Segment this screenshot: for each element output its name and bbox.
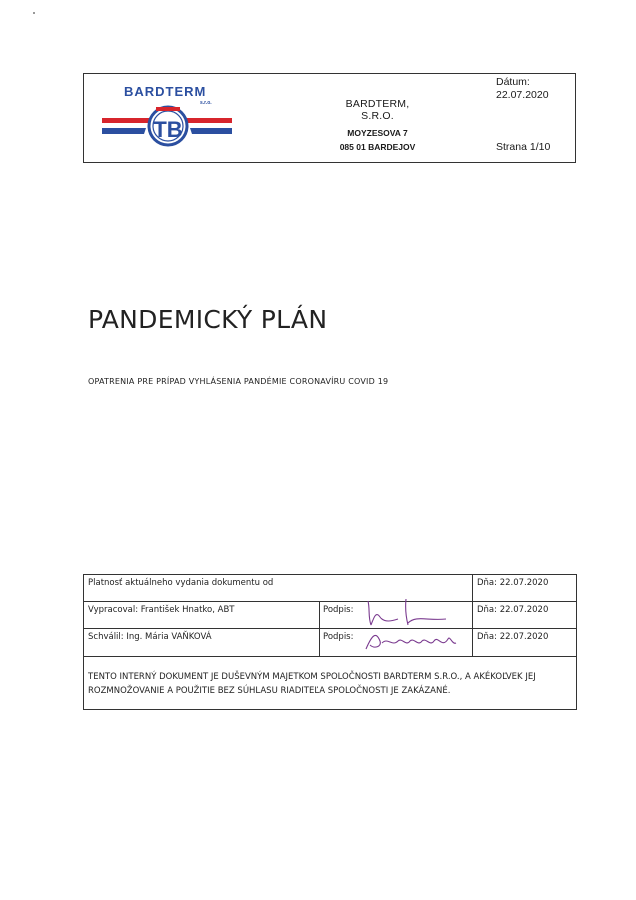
approval-table xyxy=(83,574,577,710)
approved-date: Dňa: 22.07.2020 xyxy=(477,632,549,642)
logo-mark: TB xyxy=(153,117,183,142)
prepared-signature-label: Podpis: xyxy=(323,605,354,615)
approved-signature xyxy=(362,625,462,657)
prepared-signature xyxy=(362,595,452,629)
validity-date: Dňa: 22.07.2020 xyxy=(477,578,549,588)
table-column-divider xyxy=(472,575,473,656)
confidentiality-notice xyxy=(88,670,568,698)
table-divider xyxy=(84,601,576,602)
document-title: PANDEMICKÝ PLÁN xyxy=(88,305,328,334)
approved-by: Schválil: Ing. Mária VAŇKOVÁ xyxy=(88,632,212,642)
approved-signature-label: Podpis: xyxy=(323,632,354,642)
table-divider xyxy=(84,628,576,629)
prepared-by: Vypracoval: František Hnatko, ABT xyxy=(88,605,235,615)
notice-line-2: ROZMNOŽOVANIE A POUŽITIE BEZ SÚHLASU RIADITEĽA SPOLOČNOSTI JE ZAKÁZANÉ. xyxy=(88,686,451,696)
company-name: BARDTERM, S.R.O. xyxy=(345,98,410,122)
date-value: 22.07.2020 xyxy=(496,89,549,101)
logo-text: BARDTERM xyxy=(124,84,207,99)
company-city: 085 01 BARDEJOV xyxy=(339,142,416,152)
validity-label: Platnosť aktuálneho vydania dokumentu od xyxy=(88,578,274,588)
table-column-divider xyxy=(319,601,320,656)
page-number: Strana 1/10 xyxy=(496,141,551,153)
document-subtitle: OPATRENIA PRE PRÍPAD VYHLÁSENIA PANDÉMIE CORONAVÍRU COVID 19 xyxy=(88,377,389,386)
bardterm-logo xyxy=(102,82,232,154)
prepared-date: Dňa: 22.07.2020 xyxy=(477,605,549,615)
date-label: Dátum: xyxy=(496,76,530,88)
document-header xyxy=(83,73,576,163)
company-address xyxy=(330,98,425,152)
logo-sub-text: s.r.o. xyxy=(200,100,212,106)
date-block xyxy=(496,76,549,102)
scan-speck xyxy=(33,12,35,14)
notice-line-1: TENTO INTERNÝ DOKUMENT JE DUŠEVNÝM MAJETKOM SPOLOČNOSTI BARDTERM S.R.O., A AKÉKOĽVEK JEJ xyxy=(88,672,536,682)
table-divider xyxy=(84,656,576,657)
company-street: MOYZESOVA 7 xyxy=(347,128,408,138)
